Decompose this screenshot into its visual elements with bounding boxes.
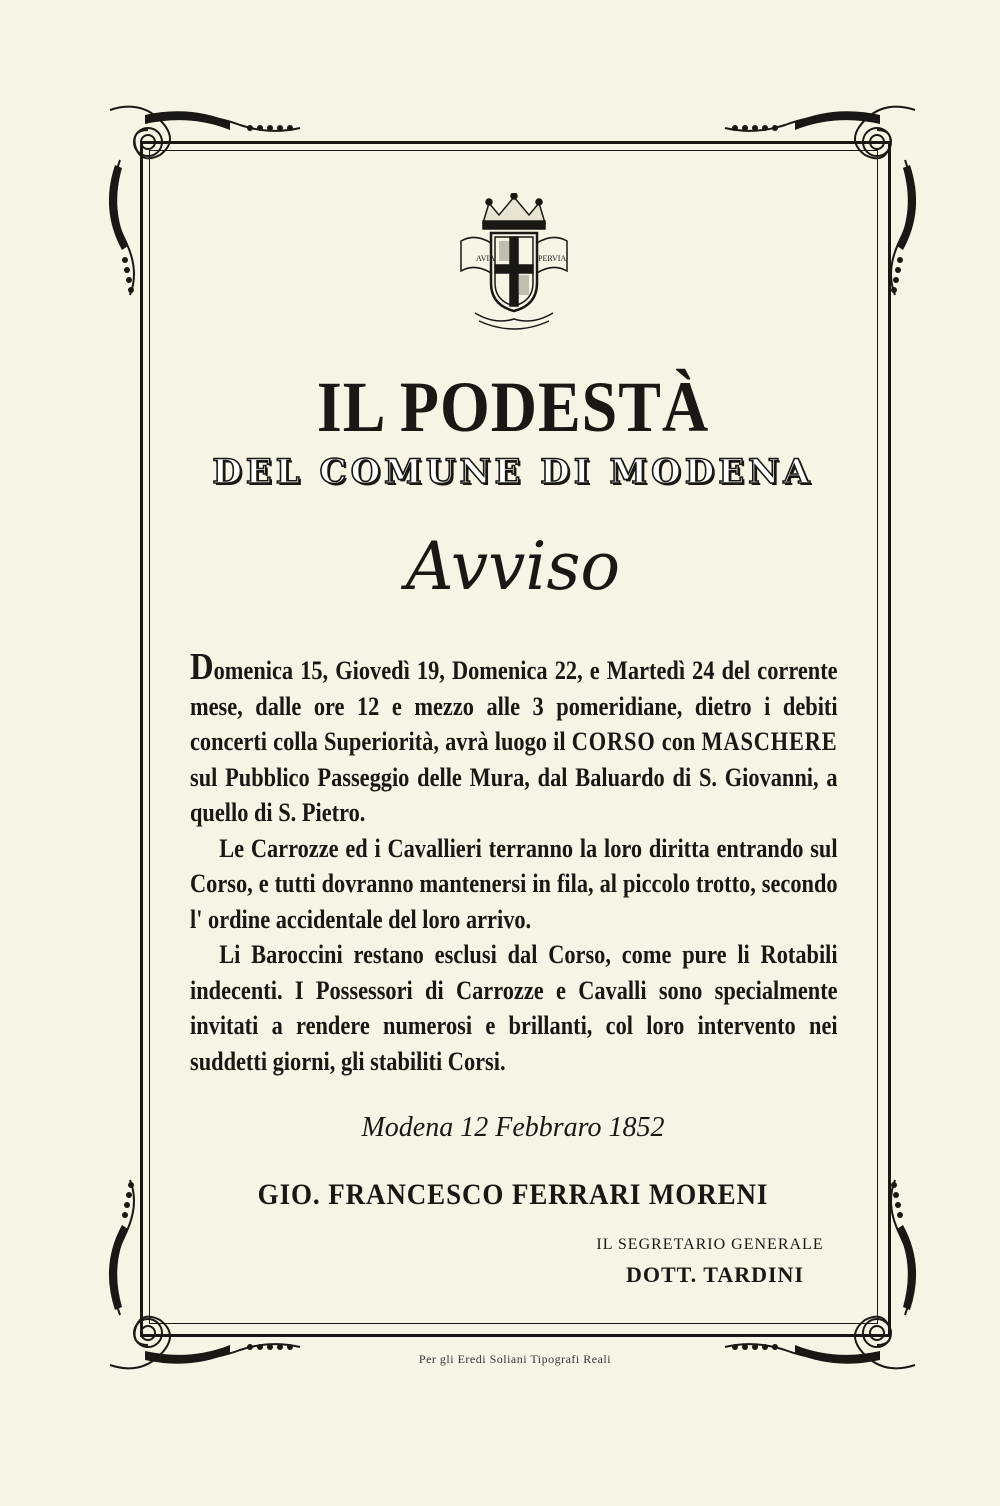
paragraph-2: Le Carrozze ed i Cavallieri terranno la loro diritta entrando sul Corso, e tutti dovranno mantenersi in fila, al piccolo trotto, secondo l' ordine accidentale del loro arrivo.	[190, 833, 838, 934]
notice-label: Avviso	[405, 528, 621, 605]
printer-credit: Per gli Eredi Soliani Tipografi Reali	[418, 1352, 612, 1366]
page-title: IL PODESTÀ	[316, 367, 710, 447]
motto-left: AVIA	[476, 254, 495, 263]
page-subtitle: DEL COMUNE DI MODENA	[212, 452, 814, 492]
notice-body	[190, 646, 838, 1079]
corso-emphasis: CORSO	[571, 727, 656, 756]
paragraph-1-text-c: sul Pubblico Passeggio delle Mura, dal Baluardo di S. Giovanni, a quello di S. Pietro.	[190, 762, 838, 827]
coat-of-arms-emblem	[455, 193, 573, 333]
dateline: Modena 12 Febbraro 1852	[361, 1112, 665, 1143]
paragraph-3: Li Baroccini restano esclusi dal Corso, come pure li Rotabili indecenti. I Possessori di Carrozze e Cavalli sono specialmente invitati a rendere numerosi e brillanti, col loro intervento nei suddetti giorni, gli stabiliti Corsi.	[190, 940, 838, 1076]
maschere-emphasis: MASCHERE	[701, 727, 838, 756]
top-right-corner-ornament-icon	[715, 100, 925, 300]
paragraph-1-text-a: omenica 15, Giovedì 19, Domenica 22, e Martedì 24 del corrente mese, dalle ore 12 e mezzo alle 3 pomeridiane, dietro i debiti concerti colla Superiorità, avrà luogo il	[190, 656, 838, 756]
secretary-role: IL SEGRETARIO GENERALE	[596, 1236, 824, 1253]
top-left-corner-ornament-icon	[100, 100, 310, 300]
signatory-name: GIO. FRANCESCO FERRARI MORENI	[257, 1178, 769, 1211]
motto-right: PERVIA	[538, 254, 567, 263]
paragraph-1-text-b: con	[655, 727, 702, 756]
secretary-name: DOTT. TARDINI	[625, 1262, 805, 1287]
drop-cap: D	[190, 646, 214, 688]
paragraph-1	[190, 646, 838, 831]
